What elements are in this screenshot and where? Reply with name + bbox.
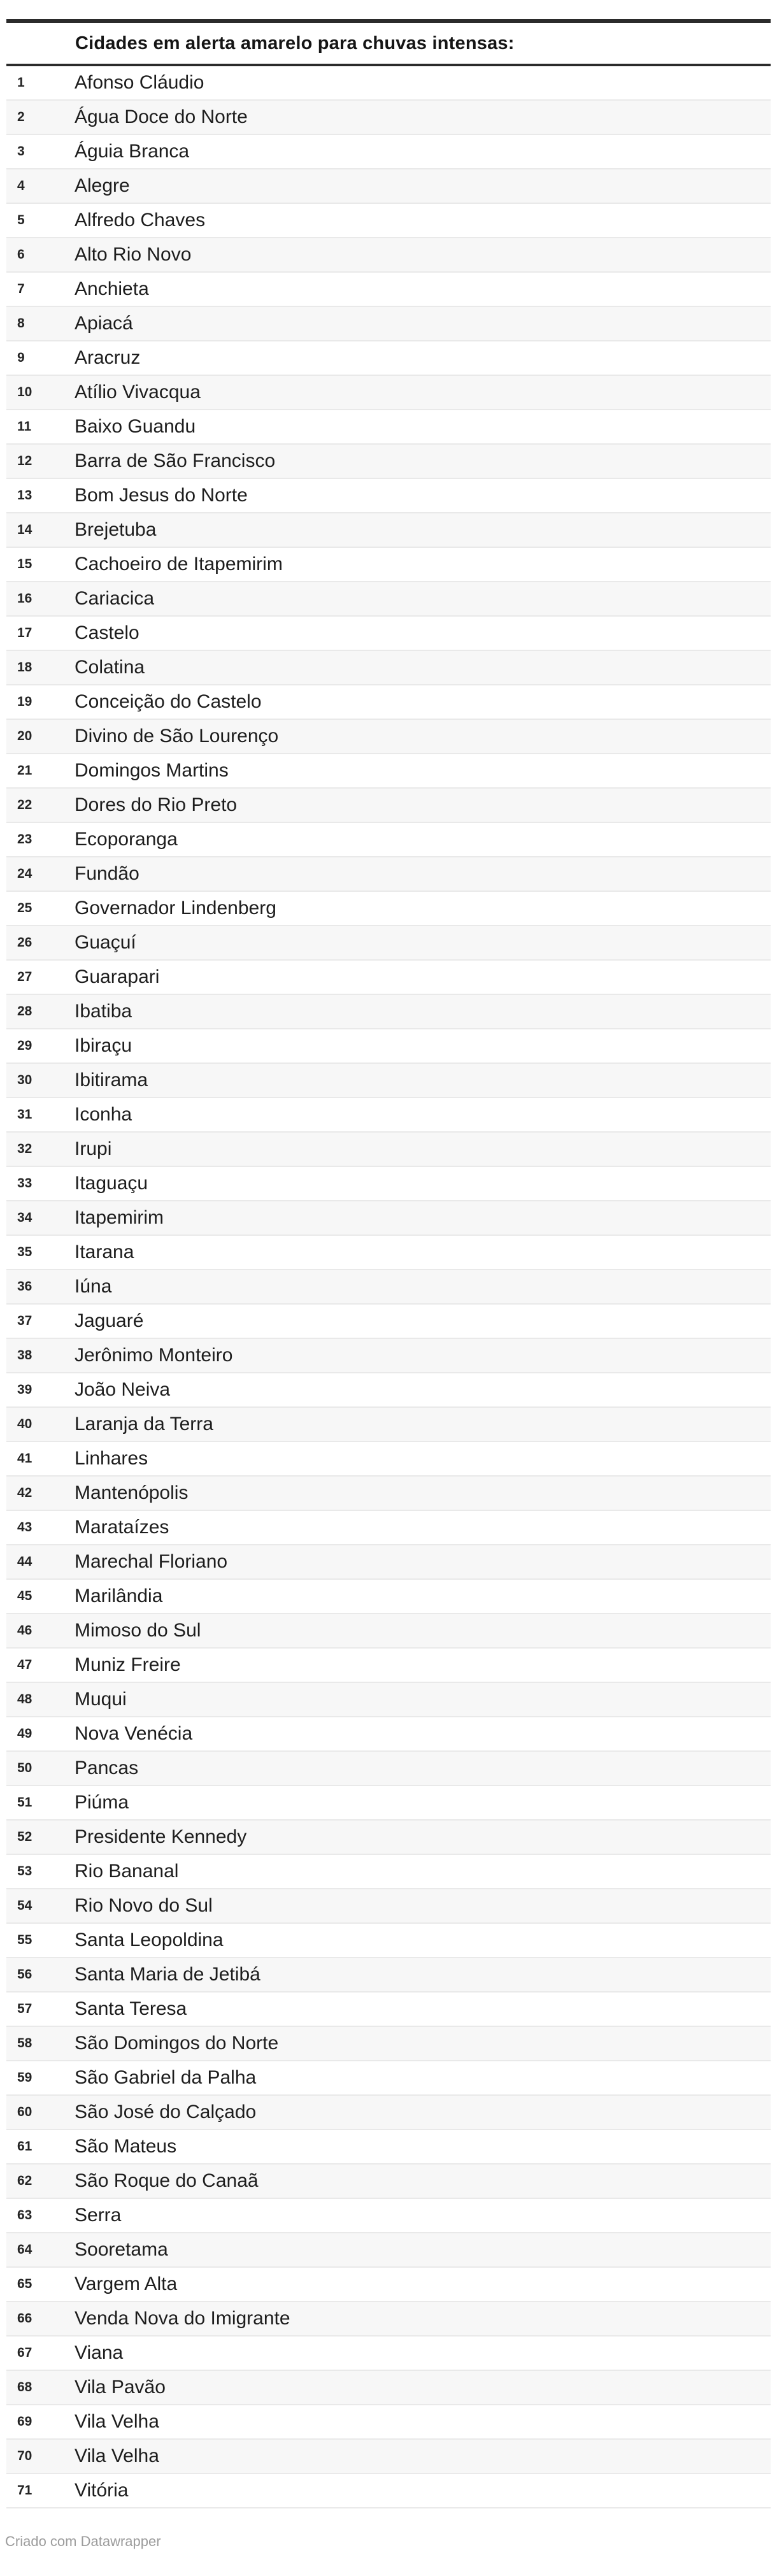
table-row	[6, 410, 771, 445]
row-number: 29	[17, 1038, 32, 1053]
row-city-name: São Domingos do Norte	[75, 2033, 279, 2054]
table-row	[6, 617, 771, 651]
row-city-name: Baixo Guandu	[75, 416, 196, 437]
row-number: 17	[17, 626, 32, 640]
row-city-name: Laranja da Terra	[75, 1413, 213, 1435]
row-number: 1	[17, 75, 25, 90]
row-city-name: Muniz Freire	[75, 1654, 181, 1675]
row-city-name: Serra	[75, 2205, 122, 2226]
row-number: 40	[17, 1417, 32, 1431]
table-row	[6, 513, 771, 548]
row-city-name: Cachoeiro de Itapemirim	[75, 554, 283, 575]
table-row	[6, 2165, 771, 2199]
row-city-name: Aracruz	[75, 347, 141, 368]
row-city-name: Muqui	[75, 1689, 127, 1710]
table-row	[6, 1649, 771, 1683]
row-city-name: Sooretama	[75, 2239, 168, 2260]
row-city-name: São Roque do Canaã	[75, 2170, 259, 2191]
row-number: 38	[17, 1348, 32, 1363]
table-row	[6, 1029, 771, 1064]
row-city-name: Vitória	[75, 2480, 129, 2501]
row-city-name: João Neiva	[75, 1379, 171, 1400]
row-number: 26	[17, 935, 32, 950]
row-number: 69	[17, 2414, 32, 2429]
table-row	[6, 685, 771, 720]
row-city-name: Vila Pavão	[75, 2377, 166, 2398]
table-row	[6, 445, 771, 479]
row-city-name: Mantenópolis	[75, 1482, 189, 1503]
row-number: 24	[17, 866, 32, 881]
row-number: 59	[17, 2070, 32, 2085]
row-number: 22	[17, 798, 32, 812]
row-number: 67	[17, 2345, 32, 2360]
row-city-name: Itapemirim	[75, 1207, 164, 1228]
row-number: 58	[17, 2036, 32, 2050]
row-number: 23	[17, 832, 32, 847]
row-city-name: Marilândia	[75, 1585, 163, 1606]
row-number: 32	[17, 1141, 32, 1156]
table-row	[6, 101, 771, 135]
table-row	[6, 1133, 771, 1167]
table-row	[6, 548, 771, 582]
attribution-text: Criado com Datawrapper	[5, 2533, 161, 2549]
table-row	[6, 857, 771, 892]
row-number: 27	[17, 970, 32, 984]
table-row	[6, 1855, 771, 1889]
table-row	[6, 1408, 771, 1442]
row-city-name: Mimoso do Sul	[75, 1620, 201, 1641]
datawrapper-table-widget	[0, 19, 777, 2551]
table-row	[6, 789, 771, 823]
row-number: 18	[17, 660, 32, 675]
row-city-name: Marataízes	[75, 1517, 169, 1538]
table-row	[6, 1270, 771, 1305]
table-row	[6, 2474, 771, 2508]
row-city-name: Conceição do Castelo	[75, 691, 262, 712]
attribution	[0, 2533, 777, 2551]
row-number: 8	[17, 316, 25, 331]
row-number: 46	[17, 1623, 32, 1638]
table-row	[6, 892, 771, 926]
row-number: 7	[17, 282, 25, 296]
row-city-name: São Mateus	[75, 2136, 177, 2157]
table-row	[6, 1717, 771, 1752]
table-row	[6, 1339, 771, 1373]
row-city-name: Águia Branca	[75, 141, 190, 162]
table-row	[6, 2061, 771, 2096]
row-city-name: Nova Venécia	[75, 1723, 193, 1744]
row-number: 34	[17, 1210, 32, 1225]
table-row	[6, 1477, 771, 1511]
row-city-name: Itarana	[75, 1241, 134, 1263]
table-row	[6, 273, 771, 307]
row-number: 50	[17, 1761, 32, 1775]
row-city-name: Brejetuba	[75, 519, 157, 540]
row-city-name: Pancas	[75, 1757, 139, 1778]
row-city-name: Alfredo Chaves	[75, 210, 206, 231]
row-number: 42	[17, 1485, 32, 1500]
table-row	[6, 1098, 771, 1133]
table-row	[6, 1064, 771, 1098]
row-city-name: Vila Velha	[75, 2411, 159, 2432]
cities-table	[6, 66, 771, 2508]
row-city-name: Cariacica	[75, 588, 155, 609]
row-number: 41	[17, 1451, 32, 1466]
row-number: 57	[17, 2001, 32, 2016]
row-city-name: Ibiraçu	[75, 1035, 132, 1056]
table-row	[6, 1167, 771, 1201]
row-city-name: Santa Maria de Jetibá	[75, 1964, 260, 1985]
row-number: 60	[17, 2105, 32, 2119]
row-city-name: São Gabriel da Palha	[75, 2067, 257, 2088]
table-row	[6, 169, 771, 204]
row-city-name: Rio Bananal	[75, 1861, 179, 1882]
row-number: 9	[17, 350, 25, 365]
table-row	[6, 1545, 771, 1580]
row-number: 71	[17, 2483, 32, 2498]
row-number: 16	[17, 591, 32, 606]
row-number: 44	[17, 1554, 32, 1569]
row-number: 14	[17, 522, 32, 537]
row-number: 2	[17, 110, 25, 124]
table-row	[6, 1924, 771, 1958]
row-city-name: Marechal Floriano	[75, 1551, 228, 1572]
row-number: 36	[17, 1279, 32, 1294]
table-row	[6, 1958, 771, 1993]
table-row	[6, 1889, 771, 1924]
row-city-name: Viana	[75, 2342, 124, 2363]
table-row	[6, 2199, 771, 2233]
row-city-name: São José do Calçado	[75, 2101, 257, 2122]
row-number: 45	[17, 1589, 32, 1603]
row-city-name: Linhares	[75, 1448, 148, 1469]
row-city-name: Iconha	[75, 1104, 132, 1125]
table-row	[6, 1305, 771, 1339]
row-city-name: Santa Teresa	[75, 1998, 187, 2019]
row-city-name: Anchieta	[75, 278, 149, 299]
table-row	[6, 995, 771, 1029]
row-number: 47	[17, 1657, 32, 1672]
row-city-name: Bom Jesus do Norte	[75, 485, 248, 506]
row-number: 31	[17, 1107, 32, 1122]
row-city-name: Rio Novo do Sul	[75, 1895, 213, 1916]
row-number: 53	[17, 1864, 32, 1878]
table-row	[6, 720, 771, 754]
row-number: 25	[17, 901, 32, 915]
table-row	[6, 2405, 771, 2440]
row-city-name: Ibatiba	[75, 1001, 132, 1022]
table-row	[6, 754, 771, 789]
row-number: 65	[17, 2277, 32, 2291]
table-row	[6, 1752, 771, 1786]
row-number: 35	[17, 1245, 32, 1259]
row-number: 52	[17, 1829, 32, 1844]
row-number: 64	[17, 2242, 32, 2257]
row-city-name: Divino de São Lourenço	[75, 726, 279, 747]
table-row	[6, 2440, 771, 2474]
table-row	[6, 204, 771, 238]
table-row	[6, 341, 771, 376]
page-title: Cidades em alerta amarelo para chuvas intensas:	[75, 33, 515, 54]
row-number: 62	[17, 2173, 32, 2188]
row-city-name: Presidente Kennedy	[75, 1826, 247, 1847]
row-city-name: Dores do Rio Preto	[75, 794, 238, 815]
row-city-name: Domingos Martins	[75, 760, 229, 781]
row-number: 48	[17, 1692, 32, 1707]
row-city-name: Apiacá	[75, 313, 133, 334]
row-number: 43	[17, 1520, 32, 1535]
row-city-name: Castelo	[75, 622, 139, 643]
row-number: 6	[17, 247, 25, 262]
table-row	[6, 1683, 771, 1717]
row-city-name: Santa Leopoldina	[75, 1929, 224, 1950]
row-number: 19	[17, 694, 32, 709]
row-number: 12	[17, 454, 32, 468]
table-row	[6, 2096, 771, 2130]
row-number: 33	[17, 1176, 32, 1191]
table-row	[6, 2268, 771, 2302]
table-row	[6, 1580, 771, 1614]
table-row	[6, 823, 771, 857]
table-row	[6, 2130, 771, 2165]
table-row	[6, 307, 771, 341]
row-city-name: Piúma	[75, 1792, 129, 1813]
row-city-name: Atílio Vivacqua	[75, 382, 201, 403]
row-city-name: Fundão	[75, 863, 139, 884]
row-city-name: Guarapari	[75, 966, 160, 987]
row-city-name: Alto Rio Novo	[75, 244, 192, 265]
row-number: 70	[17, 2449, 32, 2463]
table-row	[6, 1821, 771, 1855]
row-number: 55	[17, 1933, 32, 1947]
row-number: 30	[17, 1073, 32, 1087]
row-number: 10	[17, 385, 32, 399]
table-row	[6, 1201, 771, 1236]
row-city-name: Governador Lindenberg	[75, 898, 276, 919]
table-row	[6, 2302, 771, 2336]
row-number: 21	[17, 763, 32, 778]
row-city-name: Iúna	[75, 1276, 112, 1297]
row-city-name: Guaçuí	[75, 932, 136, 953]
row-number: 56	[17, 1967, 32, 1982]
row-number: 28	[17, 1004, 32, 1019]
table-row	[6, 1786, 771, 1821]
table-row	[6, 1373, 771, 1408]
table-row	[6, 1511, 771, 1545]
row-number: 66	[17, 2311, 32, 2326]
row-number: 39	[17, 1382, 32, 1397]
row-city-name: Itaguaçu	[75, 1173, 148, 1194]
table-row	[6, 238, 771, 273]
row-number: 20	[17, 729, 32, 743]
row-number: 3	[17, 144, 25, 159]
row-city-name: Vargem Alta	[75, 2273, 178, 2294]
table-row	[6, 1993, 771, 2027]
table-row	[6, 1614, 771, 1649]
row-city-name: Ibitirama	[75, 1070, 148, 1091]
row-city-name: Água Doce do Norte	[75, 106, 248, 127]
row-city-name: Irupi	[75, 1138, 112, 1159]
row-city-name: Jerônimo Monteiro	[75, 1345, 233, 1366]
table-row	[6, 2027, 771, 2061]
row-city-name: Vila Velha	[75, 2445, 159, 2466]
table-row	[6, 1236, 771, 1270]
row-number: 51	[17, 1795, 32, 1810]
row-number: 68	[17, 2380, 32, 2394]
row-number: 37	[17, 1313, 32, 1328]
table-row	[6, 2233, 771, 2268]
table-row	[6, 66, 771, 101]
row-city-name: Barra de São Francisco	[75, 450, 276, 471]
row-number: 13	[17, 488, 32, 503]
row-number: 11	[17, 419, 32, 434]
table-row	[6, 926, 771, 961]
row-city-name: Venda Nova do Imigrante	[75, 2308, 290, 2329]
row-number: 4	[17, 178, 25, 193]
row-number: 63	[17, 2208, 32, 2222]
table-row	[6, 135, 771, 169]
row-number: 54	[17, 1898, 32, 1913]
table-row	[6, 376, 771, 410]
row-number: 15	[17, 557, 32, 571]
table-row	[6, 2336, 771, 2371]
table-row	[6, 582, 771, 617]
table-row	[6, 1442, 771, 1477]
table-row	[6, 651, 771, 685]
table-row	[6, 2371, 771, 2405]
row-city-name: Ecoporanga	[75, 829, 178, 850]
table-row	[6, 961, 771, 995]
row-number: 49	[17, 1726, 32, 1741]
row-city-name: Colatina	[75, 657, 145, 678]
row-city-name: Afonso Cláudio	[75, 72, 204, 93]
row-number: 61	[17, 2139, 32, 2154]
table-row	[6, 479, 771, 513]
row-city-name: Alegre	[75, 175, 130, 196]
row-number: 5	[17, 213, 25, 227]
row-city-name: Jaguaré	[75, 1310, 144, 1331]
